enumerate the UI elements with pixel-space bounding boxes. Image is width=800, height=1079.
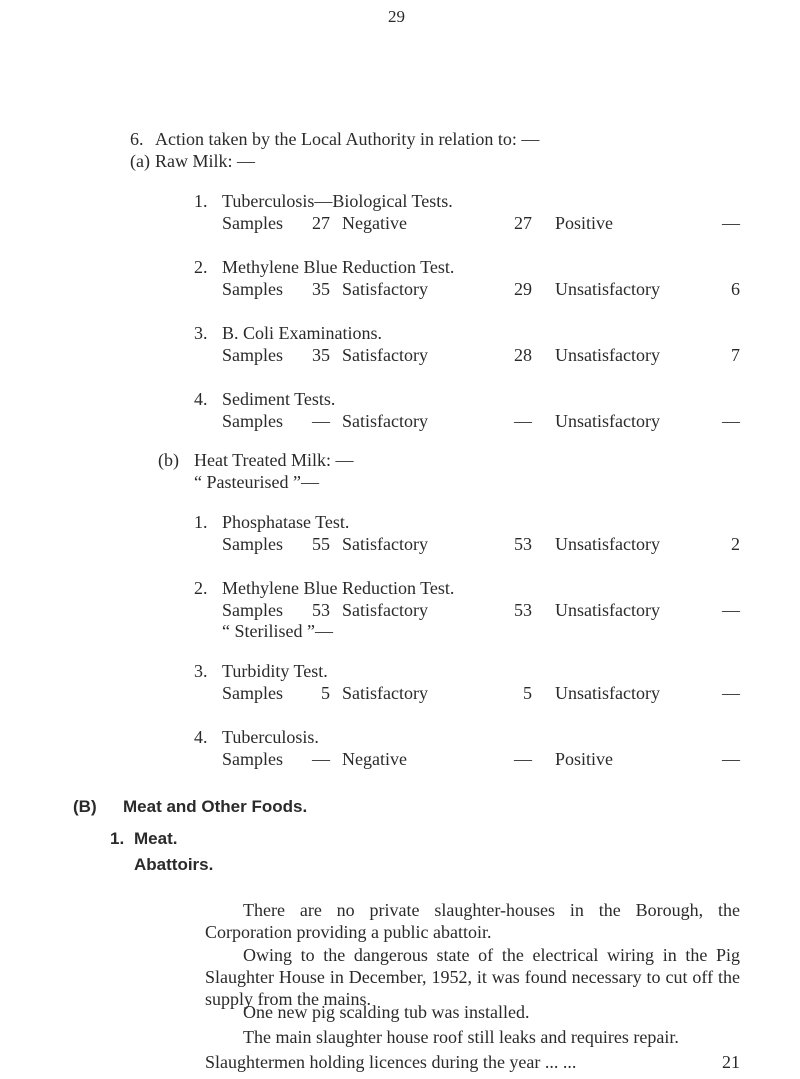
samples-value: 5 (321, 683, 330, 703)
licence-line (205, 1051, 576, 1073)
samples-label: Samples (222, 534, 283, 554)
test-name: Phosphatase Test. (222, 512, 350, 532)
samples-value: 55 (312, 534, 330, 554)
test-num: 3. (194, 661, 208, 681)
samples-value: 35 (312, 345, 330, 365)
result1-value: 53 (514, 534, 532, 554)
result1-label: Satisfactory (342, 600, 428, 620)
result1-label: Satisfactory (342, 279, 428, 299)
samples-label: Samples (222, 749, 283, 769)
result1-value: 53 (514, 600, 532, 620)
result2-value: — (722, 411, 740, 431)
meat-title: Meat. (134, 829, 178, 848)
result2-label: Unsatisfactory (555, 534, 660, 554)
paragraph-1: There are no private slaughter-houses in the Borough, the Corporation providing a public abattoir. (205, 900, 740, 942)
samples-value: — (312, 411, 330, 431)
heat-treated-label: (b) (158, 450, 179, 470)
samples-value: 27 (312, 213, 330, 233)
samples-value: 35 (312, 279, 330, 299)
result1-value: 5 (523, 683, 532, 703)
test-num: 2. (194, 578, 208, 598)
paragraph-2: Owing to the dangerous state of the electrical wiring in the Pig Slaughter House in December, 1952, it was found necessary to cut off the supply from the mains. (205, 945, 740, 1009)
result2-label: Unsatisfactory (555, 345, 660, 365)
result2-label: Positive (555, 213, 614, 233)
result1-value: 27 (514, 213, 532, 233)
test-name: Turbidity Test. (222, 661, 328, 681)
section-b-label: (B) (73, 797, 97, 816)
result2-value: 2 (731, 534, 740, 554)
test-name: B. Coli Examinations. (222, 323, 382, 343)
test-num: 1. (194, 191, 208, 211)
test-name: Tuberculosis. (222, 727, 319, 747)
section-b-title: Meat and Other Foods. (123, 797, 308, 816)
result2-label: Unsatisfactory (555, 411, 660, 431)
result2-label: Positive (555, 749, 614, 769)
result2-value: — (722, 683, 740, 703)
test-name: Methylene Blue Reduction Test. (222, 578, 455, 598)
result2-value: — (722, 749, 740, 769)
test-num: 1. (194, 512, 208, 532)
samples-label: Samples (222, 213, 283, 233)
result1-label: Satisfactory (342, 534, 428, 554)
raw-milk-label: (a) (130, 151, 150, 171)
test-name: Tuberculosis—Biological Tests. (222, 191, 453, 211)
licence-value: 21 (722, 1052, 740, 1072)
result2-label: Unsatisfactory (555, 683, 660, 703)
licence-label: Slaughtermen holding licences during the year ... ... (205, 1052, 577, 1072)
result2-label: Unsatisfactory (555, 600, 660, 620)
result2-value: — (722, 600, 740, 620)
test-num: 4. (194, 727, 208, 747)
test-name: Methylene Blue Reduction Test. (222, 257, 455, 277)
samples-value: 53 (312, 600, 330, 620)
result1-value: — (514, 411, 532, 431)
result1-label: Satisfactory (342, 683, 428, 703)
paragraph-3: One new pig scalding tub was installed. (243, 1002, 530, 1022)
result1-label: Negative (342, 749, 407, 769)
sterilised-heading: “ Sterilised ”— (222, 621, 333, 641)
samples-label: Samples (222, 279, 283, 299)
pasteurised-heading: “ Pasteurised ”— (194, 472, 319, 492)
result1-value: — (514, 749, 532, 769)
result1-value: 28 (514, 345, 532, 365)
section-marker: 6. (130, 129, 144, 149)
test-num: 2. (194, 257, 208, 277)
samples-label: Samples (222, 411, 283, 431)
samples-label: Samples (222, 600, 283, 620)
paragraph-4: The main slaughter house roof still leaks and requires repair. (243, 1027, 679, 1047)
page-number: 29 (388, 7, 405, 26)
section-title: Action taken by the Local Authority in relation to: — (155, 129, 540, 149)
heat-treated-title: Heat Treated Milk: — (194, 450, 354, 470)
raw-milk-title: Raw Milk: — (155, 151, 256, 171)
meat-num: 1. (110, 829, 125, 848)
test-num: 4. (194, 389, 208, 409)
result1-label: Satisfactory (342, 345, 428, 365)
result2-label: Unsatisfactory (555, 279, 660, 299)
abattoirs-title: Abattoirs. (134, 855, 214, 874)
result2-value: 6 (731, 279, 740, 299)
samples-value: — (312, 749, 330, 769)
result1-label: Satisfactory (342, 411, 428, 431)
result1-value: 29 (514, 279, 532, 299)
samples-label: Samples (222, 345, 283, 365)
result2-value: — (722, 213, 740, 233)
samples-label: Samples (222, 683, 283, 703)
test-name: Sediment Tests. (222, 389, 336, 409)
result1-label: Negative (342, 213, 407, 233)
test-num: 3. (194, 323, 208, 343)
result2-value: 7 (731, 345, 740, 365)
